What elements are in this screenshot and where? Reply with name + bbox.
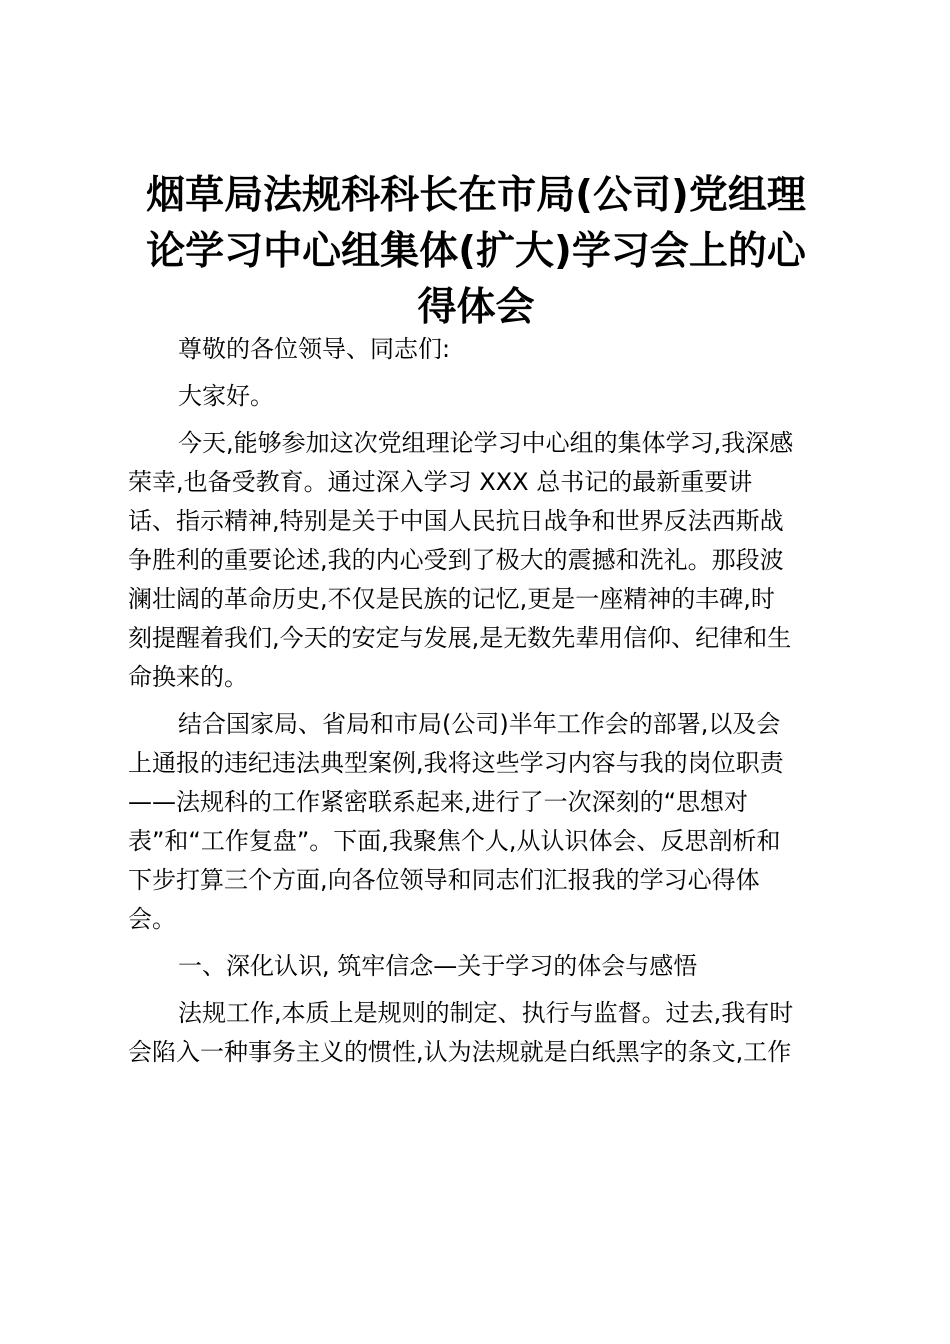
title-line: 得体会 [417, 285, 535, 330]
paragraph-line: 荣幸,也备受教育。通过深入学习 XXX 总书记的最新重要讲 [128, 468, 753, 496]
paragraph-line: 表”和“工作复盘”。下面,我聚焦个人,从认识体会、反思剖析和 [128, 827, 781, 855]
title-line: 烟草局法规科科长在市局(公司)党组理 [146, 173, 806, 218]
paragraph-line: 结合国家局、省局和市局(公司)半年工作会的部署,以及会 [178, 710, 781, 738]
paragraph-line: 澜壮阔的革命历史,不仅是民族的记忆,更是一座精神的丰碑,时 [128, 585, 775, 613]
paragraph-context [128, 705, 832, 939]
paragraph-line: 法规工作,本质上是规则的制定、执行与监督。过去,我有时 [178, 999, 794, 1027]
greeting [128, 377, 832, 416]
salutation [128, 330, 832, 369]
document-title [120, 168, 832, 336]
paragraph-line: 尊敬的各位领导、同志们: [178, 335, 451, 363]
paragraph-line: 今天,能够参加这次党组理论学习中心组的集体学习,我深感 [178, 429, 794, 457]
paragraph-line: 会。 [128, 905, 176, 933]
paragraph-line: 话、指示精神,特别是关于中国人民抗日战争和世界反法西斯战 [128, 507, 784, 535]
section-heading-1 [128, 947, 832, 986]
paragraph-section-1 [128, 994, 832, 1072]
paragraph-line: 争胜利的重要论述,我的内心受到了极大的震撼和洗礼。那段波 [128, 546, 784, 574]
title-line: 论学习中心组集体(扩大)学习会上的心 [146, 229, 806, 274]
paragraph-line: 命换来的。 [128, 663, 248, 691]
paragraph-line: 会陷入一种事务主义的惯性,认为法规就是白纸黑字的条文,工作 [128, 1038, 792, 1066]
document-body [128, 330, 832, 1072]
paragraph-line: 大家好。 [178, 382, 274, 410]
paragraph-line: ——法规科的工作紧密联系起来,进行了一次深刻的“思想对 [128, 788, 749, 816]
section-heading-line: 一、深化认识, 筑牢信念—关于学习的体会与感悟 [178, 952, 698, 980]
paragraph-line: 刻提醒着我们,今天的安定与发展,是无数先辈用信仰、纪律和生 [128, 624, 792, 652]
paragraph-line: 上通报的违纪违法典型案例,我将这些学习内容与我的岗位职责 [128, 749, 784, 777]
paragraph-intro [128, 424, 832, 697]
paragraph-line: 下步打算三个方面,向各位领导和同志们汇报我的学习心得体 [128, 866, 760, 894]
